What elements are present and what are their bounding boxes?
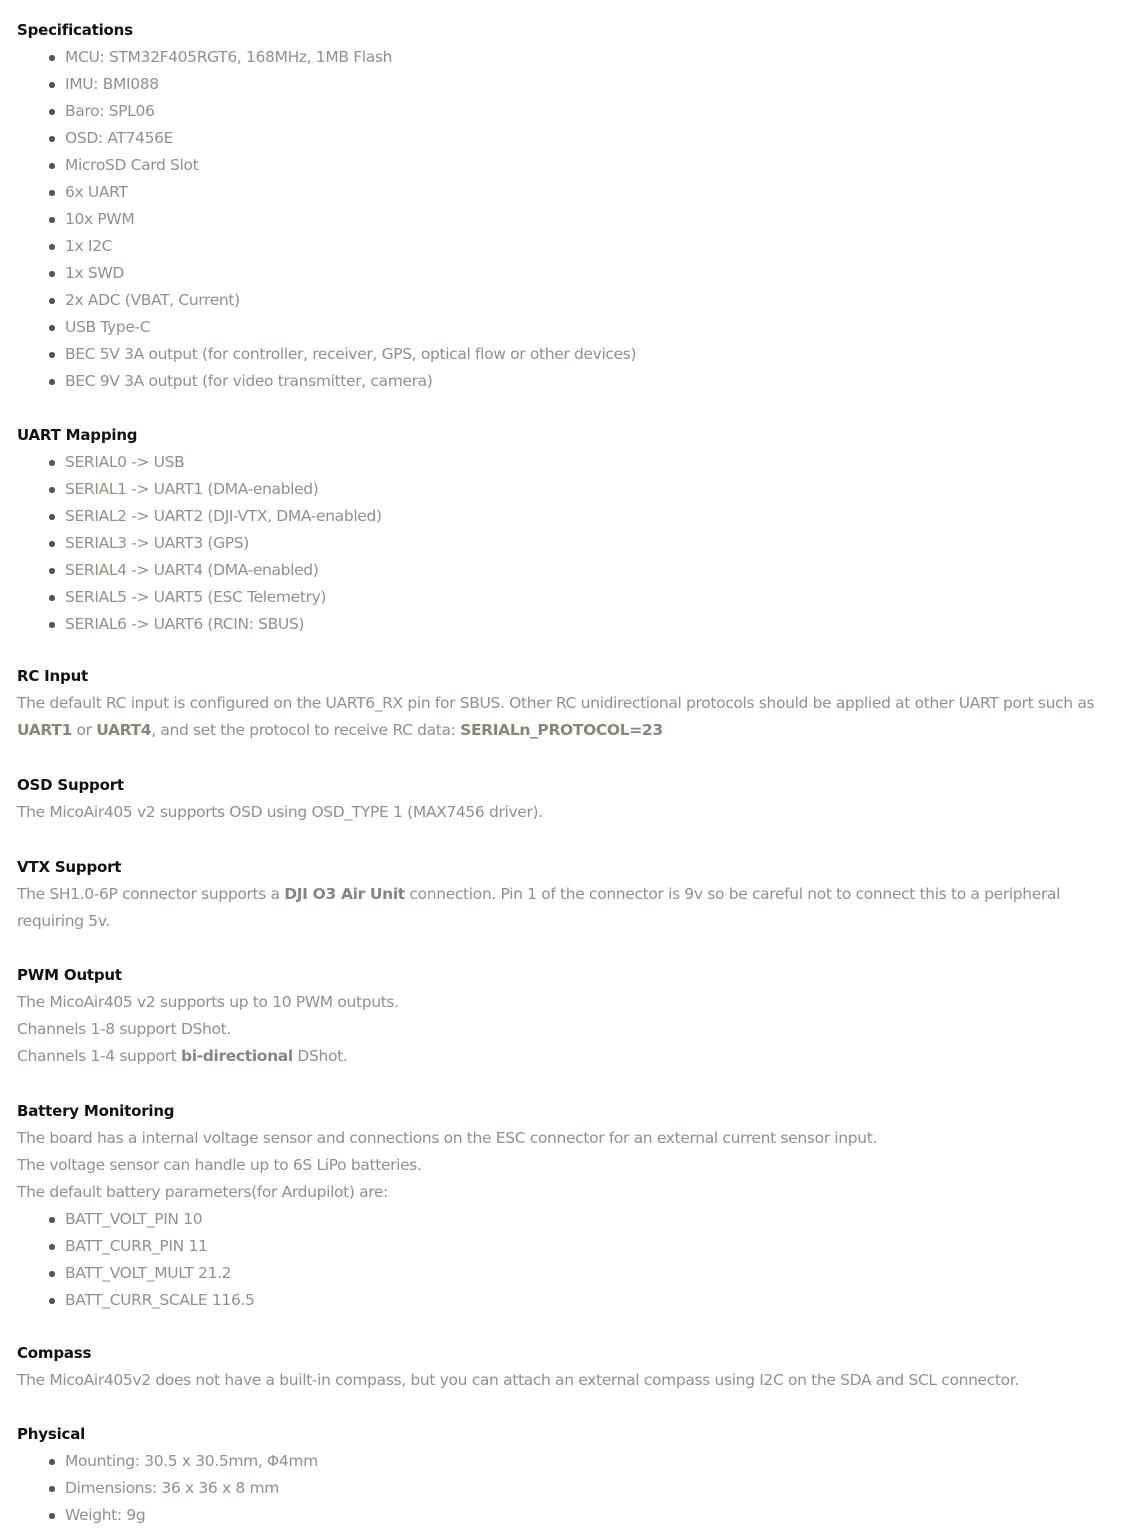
paragraph-line: The voltage sensor can handle up to 6S LiPo batteries. <box>17 1156 422 1174</box>
list-item: BEC 5V 3A output (for controller, receiver, GPS, optical flow or other devices) <box>17 341 1117 368</box>
bold-text: DJI O3 Air Unit <box>284 885 405 903</box>
bold-text: UART4 <box>96 721 152 739</box>
list-item: OSD: AT7456E <box>17 125 1117 152</box>
list-item: SERIAL0 -> USB <box>17 449 1117 476</box>
list-item: SERIAL2 -> UART2 (DJI-VTX, DMA-enabled) <box>17 503 1117 530</box>
bold-text: SERIALn_PROTOCOL=23 <box>460 721 663 739</box>
section-heading: Physical <box>17 1425 86 1443</box>
paragraph-line: The MicoAir405 v2 supports up to 10 PWM outputs. <box>17 993 399 1011</box>
section-osd-support <box>17 772 1117 826</box>
uart-list <box>17 449 1117 638</box>
section-specifications <box>17 17 1117 395</box>
section-heading: OSD Support <box>17 776 124 794</box>
bold-text: UART1 <box>17 721 72 739</box>
list-item: IMU: BMI088 <box>17 71 1117 98</box>
paragraph-line <box>17 1043 1117 1070</box>
spec-list <box>17 44 1117 395</box>
list-item: USB Type-C <box>17 314 1117 341</box>
section-heading: UART Mapping <box>17 426 138 444</box>
section-vtx-support <box>17 854 1117 935</box>
inline-text: or <box>71 721 97 739</box>
list-item: BEC 9V 3A output (for video transmitter, camera) <box>17 368 1117 395</box>
section-battery-monitoring <box>17 1098 1117 1314</box>
inline-text: , and set the protocol to receive RC data: <box>151 721 461 739</box>
list-item: Mounting: 30.5 x 30.5mm, Φ4mm <box>17 1448 1117 1475</box>
list-item: Baro: SPL06 <box>17 98 1117 125</box>
paragraph-line: The MicoAir405 v2 supports OSD using OSD_TYPE 1 (MAX7456 driver). <box>17 803 543 821</box>
bold-text: bi-directional <box>180 1047 293 1065</box>
list-item: SERIAL3 -> UART3 (GPS) <box>17 530 1117 557</box>
list-item: 2x ADC (VBAT, Current) <box>17 287 1117 314</box>
section-heading: VTX Support <box>17 858 122 876</box>
section-heading: Specifications <box>17 21 133 39</box>
section-heading: PWM Output <box>17 966 122 984</box>
paragraph-line: The MicoAir405v2 does not have a built-in compass, but you can attach an external compass using I2C on the SDA and SCL connector. <box>17 1371 1019 1389</box>
physical-list <box>17 1448 1117 1529</box>
paragraph-line: requiring 5v. <box>17 912 111 930</box>
section-heading: Compass <box>17 1344 92 1362</box>
inline-text: DShot. <box>292 1047 348 1065</box>
inline-text: Channels 1-4 support <box>17 1047 181 1065</box>
list-item: SERIAL6 -> UART6 (RCIN: SBUS) <box>17 611 1117 638</box>
list-item: Weight: 9g <box>17 1502 1117 1529</box>
paragraph-line <box>17 881 1117 908</box>
section-rc-input <box>17 663 1117 744</box>
section-compass <box>17 1340 1117 1394</box>
inline-text: connection. Pin 1 of the connector is 9v so be careful not to connect this to a peripheral <box>404 885 1061 903</box>
paragraph-line: The board has a internal voltage sensor and connections on the ESC connector for an external current sensor input. <box>17 1129 877 1147</box>
list-item: MCU: STM32F405RGT6, 168MHz, 1MB Flash <box>17 44 1117 71</box>
battery-param-list <box>17 1206 1117 1314</box>
section-heading: RC Input <box>17 667 89 685</box>
list-item: Dimensions: 36 x 36 x 8 mm <box>17 1475 1117 1502</box>
list-item: 1x SWD <box>17 260 1117 287</box>
section-heading: Battery Monitoring <box>17 1102 175 1120</box>
list-item: SERIAL5 -> UART5 (ESC Telemetry) <box>17 584 1117 611</box>
list-item: 6x UART <box>17 179 1117 206</box>
list-item: BATT_CURR_PIN 11 <box>17 1233 1117 1260</box>
section-uart-mapping <box>17 422 1117 638</box>
paragraph-line: The default battery parameters(for Ardupilot) are: <box>17 1183 389 1201</box>
list-item: SERIAL1 -> UART1 (DMA-enabled) <box>17 476 1117 503</box>
list-item: BATT_VOLT_MULT 21.2 <box>17 1260 1117 1287</box>
paragraph-line: Channels 1-8 support DShot. <box>17 1020 231 1038</box>
list-item: MicroSD Card Slot <box>17 152 1117 179</box>
list-item: 1x I2C <box>17 233 1117 260</box>
paragraph-line <box>17 717 1117 744</box>
list-item: BATT_CURR_SCALE 116.5 <box>17 1287 1117 1314</box>
paragraph-line: The default RC input is configured on the UART6_RX pin for SBUS. Other RC unidirectional protocols should be applied at other UART port such as <box>17 694 1095 712</box>
list-item: 10x PWM <box>17 206 1117 233</box>
section-pwm-output <box>17 962 1117 1070</box>
list-item: SERIAL4 -> UART4 (DMA-enabled) <box>17 557 1117 584</box>
section-physical <box>17 1421 1117 1529</box>
list-item: BATT_VOLT_PIN 10 <box>17 1206 1117 1233</box>
inline-text: The SH1.0-6P connector supports a <box>17 885 285 903</box>
